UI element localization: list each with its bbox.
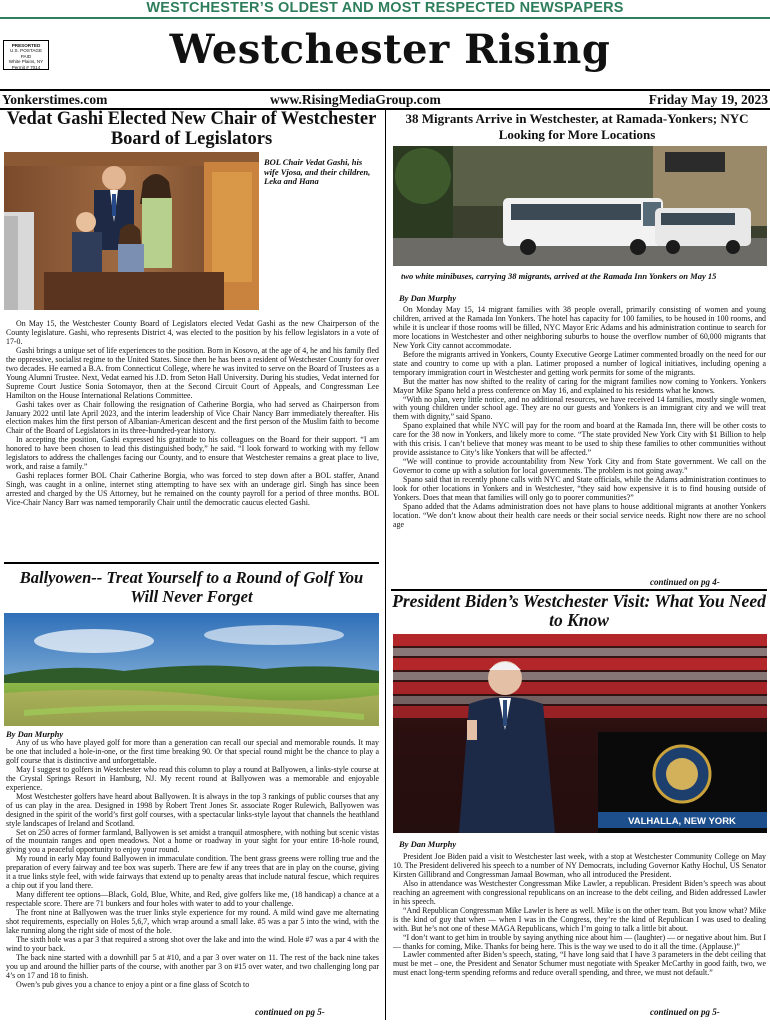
gashi-article-body [6, 320, 379, 508]
biden-continued-link[interactable]: continued on pg 5- [650, 1007, 720, 1017]
postage-permit-box [3, 40, 49, 70]
website-link[interactable]: Yonkerstimes.com [2, 92, 108, 107]
masthead-rule [0, 89, 770, 91]
photo-banner-text: VALHALLA, NEW YORK [628, 816, 736, 827]
migrants-paragraph: On Monday May 15, 14 migrant families with 38 people overall, primarily consisting of women and young children, arrived at the Ramada Inn Yonkers. The hotel has capacity for 100 families, to be housed in 100 rooms, and while it is unclear if those rooms will be filled, NYC Mayor Eric Adams and his administration continue to search for more locations in Westchester and other neighboring suburbs to house the overflow number of 60,000 migrants that New York City cannot accommodate. [393, 305, 766, 350]
migrants-continued-link[interactable]: continued on pg 4- [650, 577, 720, 587]
permit-line: PAID [20, 53, 32, 59]
golf-paragraph: Owen’s pub gives you a chance to enjoy a pint or a fine glass of Scotch to [16, 979, 250, 989]
migrants-paragraph: Spano said that in recently phone calls with NYC and State officials, while the Adams administration continues to look for other locations in Yonkers and in Westchester, “they said how expensive it is to find housing outside of Yonkers. Does that mean that families will only go to poorer communities?” [393, 475, 766, 503]
column-divider [385, 110, 386, 1020]
golf-byline: By Dan Murphy [6, 729, 64, 739]
permit-line: PRESORTED [11, 43, 41, 48]
golf-continued-link[interactable]: continued on pg 5- [255, 1007, 325, 1017]
migrants-paragraph: “With no plan, very little notice, and no additional resources, we have received 14 families, mostly single women, with young children under school age. They are no our guests and Yonkers is an immigrant city and we will treat them with dignity,” said Spano. [393, 394, 766, 422]
biden-paragraph: Lawler commented after Biden’s speech, stating, “I have long said that I have 3 parameters in the debt ceiling that must be met – one, the President and Senator Schumer must negotiate with Speaker McCarthy in good faith, two, we must enact long-term spending reforms and reduce overall spending, and three, we must not default.” [393, 950, 766, 978]
masthead-title: Westchester Rising [169, 26, 611, 73]
migrants-article-body [393, 306, 766, 530]
gashi-headline[interactable]: Vedat Gashi Elected New Chair of Westchester Board of Legislators [6, 109, 377, 149]
gashi-paragraph: On May 15, the Westchester County Board of Legislators elected Vedat Gashi as the new Chairperson of the County legislature. Gashi, who represents District 4, was elected to the position by his fellow legislators in a vote of 17-0. [6, 319, 379, 346]
migrants-paragraph: “We will continue to provide accountability from New York City and from State government. We call on the Governor to come up with a solution for local governments. The problem is not going away.” [393, 457, 766, 476]
migrants-paragraph: Before the migrants arrived in Yonkers, County Executive George Latimer commented broadly on the need for our state and country to come up with a plan. Latimer proposed a number of logical initiatives, including opening a temporary immigration court in Westchester and getting work permits for some of the migrants. [393, 349, 766, 377]
golf-paragraph: Set on 250 acres of former farmland, Ballyowen is set amidst a tranquil atmosphere, with nothing but scenic vistas of the mountain ranges and open meadows. Not a home or roadway in your sight for your entire 18-hole round, giving you a peaceful opportunity to enjoy your round. [6, 827, 379, 855]
biden-headline[interactable]: President Biden’s Westchester Visit: What You Need to Know [392, 591, 766, 630]
golf-paragraph: The front nine at Ballyowen was the truer links style experience for my round. A mild wind gave me alternating shot requirements, especially on Holes 5,6,7, which wrap around a small lake. #5 was a par 5 into the wind, with the lake running along the right side of most of the hole. [6, 908, 379, 936]
migrant-photo-caption: two white minibuses, carrying 38 migrants, arrived at the Ramada Inn Yonkers on May 15 [401, 271, 717, 281]
migrants-paragraph: Spano added that the Adams administration does not have plans to house additional migrants at another Yonkers location. “We don’t know about their health care needs or their social service needs. Right now there are no school age [393, 501, 766, 529]
permit-line: U.S. POSTAGE [9, 48, 43, 54]
banner-text: WESTCHESTER’S OLDEST AND MOST RESPECTED NEWSPAPERS [146, 0, 624, 16]
permit-line: White Plains, NY [8, 59, 44, 65]
issue-date: Friday May 19, 2023 [648, 92, 768, 107]
biden-article-body [393, 853, 766, 978]
gashi-photo-caption: BOL Chair Vedat Gashi, his wife Vjosa, and their children, Leka and Hana [264, 157, 371, 187]
gashi-paragraph: Gashi takes over as Chair following the resignation of Catherine Borgia, who had served as Chairperson from January 2022 until late April 2023, and the interim leadership of Vice Chair Nancy Barr immediately thereafter. His election makes him the first person of Albanian-American descent and the first person of the Muslim faith to become Chair of the Board of Legislators in its three-hundred-year history. [6, 399, 379, 436]
migrants-paragraph: Spano explained that while NYC will pay for the room and board at the Ramada Inn, there will be other costs to care for the 38 now in Yonkers, and likely more to come. “The state provided New York City with $1 Billion to help with this crisis. I can’t believe that money was meant to be used to ship these families to other communities without provide assistance to City’s like Yonkers that will be affected.” [393, 421, 766, 458]
golf-paragraph: The sixth hole was a par 3 that required a strong shot over the lake and into the wind. Hole #7 was a par 4 with the wind to your back. [6, 934, 379, 953]
biden-byline: By Dan Murphy [399, 839, 457, 849]
migrant-bus-photo [393, 146, 767, 266]
golf-paragraph: Many different tee options—Black, Gold, Blue, White, and Red, give golfers like me, (18 handicap) a chance at a respectable score. There are 71 bunkers and four holes with water to add to your challenge. [6, 890, 379, 909]
migrants-byline: By Dan Murphy [399, 293, 457, 303]
biden-paragraph: “I don’t want to get him in trouble by saying anything nice about him — (laughter) — or negative about him. But I — thanks for coming, Mike. Thanks for being here. This is the way we used to do it all the time. (Applause.)” [393, 932, 766, 951]
gashi-paragraph: Gashi replaces former BOL Chair Catherine Borgia, who was forced to step down after a BOL staffer, Anand Singh, was caught in a online, internet sting attempting to have sex with an underage girl. Singh has since been arrested and charged by the US Attorney, but he remained on the county payroll for a period of three months. BOL Vice-Chair Nancy Barr was named temporarily Chair until the democratic caucus elected Gashi. [6, 471, 379, 508]
biden-paragraph: President Joe Biden paid a visit to Westchester last week, with a stop at Westchester Community College on May 10. The President delivered his speech to a number of NY Democrats, including Governor Kathy Hochul, US Senator Kirsten Gillibrand and Congressman Jamaal Bowman, who all introduced the President. [393, 852, 766, 879]
golf-paragraph: The back nine started with a downhill par 5 at #10, and a par 3 over water on 11. The rest of the back nine takes you up and around the hillier parts of the course, with another par 3 on #15 over water, and two challenging long par 4’s on 17 and 18 to finish. [6, 952, 379, 980]
golf-paragraph: May I suggest to golfers in Westchester who read this column to play a round at Ballyowen, a links-style course at the Crystal Springs Resort in Hamburg, NJ. My recent round at Ballyowen was a memorable and enjoyable experience. [6, 764, 379, 792]
golf-paragraph: Most Westchester golfers have heard about Ballyowen. It is always in the top 3 rankings of public courses that any of us can play in the area. Designed in 1998 by Robert Trent Jones Sr. associate Roger Rulewich, Ballyowen was designed in the spirit of the world’s first golf courses, with a spectacular links-style layout that channels the heathland style landscapes of Ireland and Scotland. [6, 791, 379, 828]
biden-speech-photo [393, 634, 767, 833]
biden-paragraph: “And Republican Congressman Mike Lawler is here as well. Mike is on the other team. But you know what? Mike is the kind of guy that when — when I was in the Congress, they’re the kind of Republican I was used to dealing with. But he’s not one of these MAGA Republicans, which I’m going to talk a little bit about. [393, 905, 766, 933]
gashi-family-photo [4, 152, 259, 310]
golf-article-body [6, 739, 379, 990]
biden-paragraph: Also in attendance was Westchester Congressman Mike Lawler, a republican. President Biden’s speech was about reaching an agreement with congressional republicans on an increase to the debt ceiling, and Biden addressed Lawler in his speech. [393, 878, 766, 906]
golf-paragraph: My round in early May found Ballyowen in immaculate condition. The bent grass greens were rolling true and the preparation of every fairway and tee box was superb. There are few if any trees that are in play on the course, giving it a true links style feel, with wide fairways that extend up to penalty areas that include natural fescue, which requires a chip out if you land there. [6, 854, 379, 891]
migrants-paragraph: But the matter has now shifted to the reality of caring for the migrant families now coming to Yonkers. Yonkers Mayor Mike Spano held a press conference on May 16, and explained to his residents what he knows. [393, 376, 766, 395]
gashi-paragraph: In accepting the position, Gashi expressed his gratitude to his colleagues on the Board for their support. “I am honored to have been chosen to lead this distinguished body,” he said. “I look forward to working with my fellow legislators to address the challenges facing our County, and to ensure that Westchester remains a great place to live, work, and raise a family.” [6, 435, 379, 472]
permit-line: Permit # 7014 [11, 64, 41, 70]
top-banner [0, 0, 770, 19]
golf-headline[interactable]: Ballyowen-- Treat Yourself to a Round of Golf You Will Never Forget [19, 568, 364, 606]
golf-course-photo [4, 613, 379, 726]
media-group-link[interactable]: www.RisingMediaGroup.com [270, 92, 441, 107]
golf-paragraph: Any of us who have played golf for more than a generation can recall our special and memorable rounds. It may be one that included a hole-in-one, or the first time breaking 90. Or that special round might be the chance to play a golf course that is distinctive and unforgettable. [6, 738, 379, 765]
gashi-paragraph: Gashi brings a unique set of life experiences to the position. Born in Kosovo, at the age of 4, he and his family fled the oppressive, socialist regime to the United States. Since then he has been a resident of Westchester County for over two decades. He earned a B.A. from Connecticut College, where he was invited to serve on the Board of Trustees as a Young Alumni Trustee. Next, Vedat earned his J.D. from Seton Hall University. During his studies, Vedat interned for Supreme Court Justice Sonia Sotomayor, then at the Second Circuit Court of Appeals, and Congressman Lee Hamilton on the House International Relations Committee. [6, 345, 379, 400]
section-divider [4, 562, 379, 564]
migrants-headline[interactable]: 38 Migrants Arrive in Westchester, at Ramada-Yonkers; NYC Looking for More Locations [405, 111, 749, 142]
